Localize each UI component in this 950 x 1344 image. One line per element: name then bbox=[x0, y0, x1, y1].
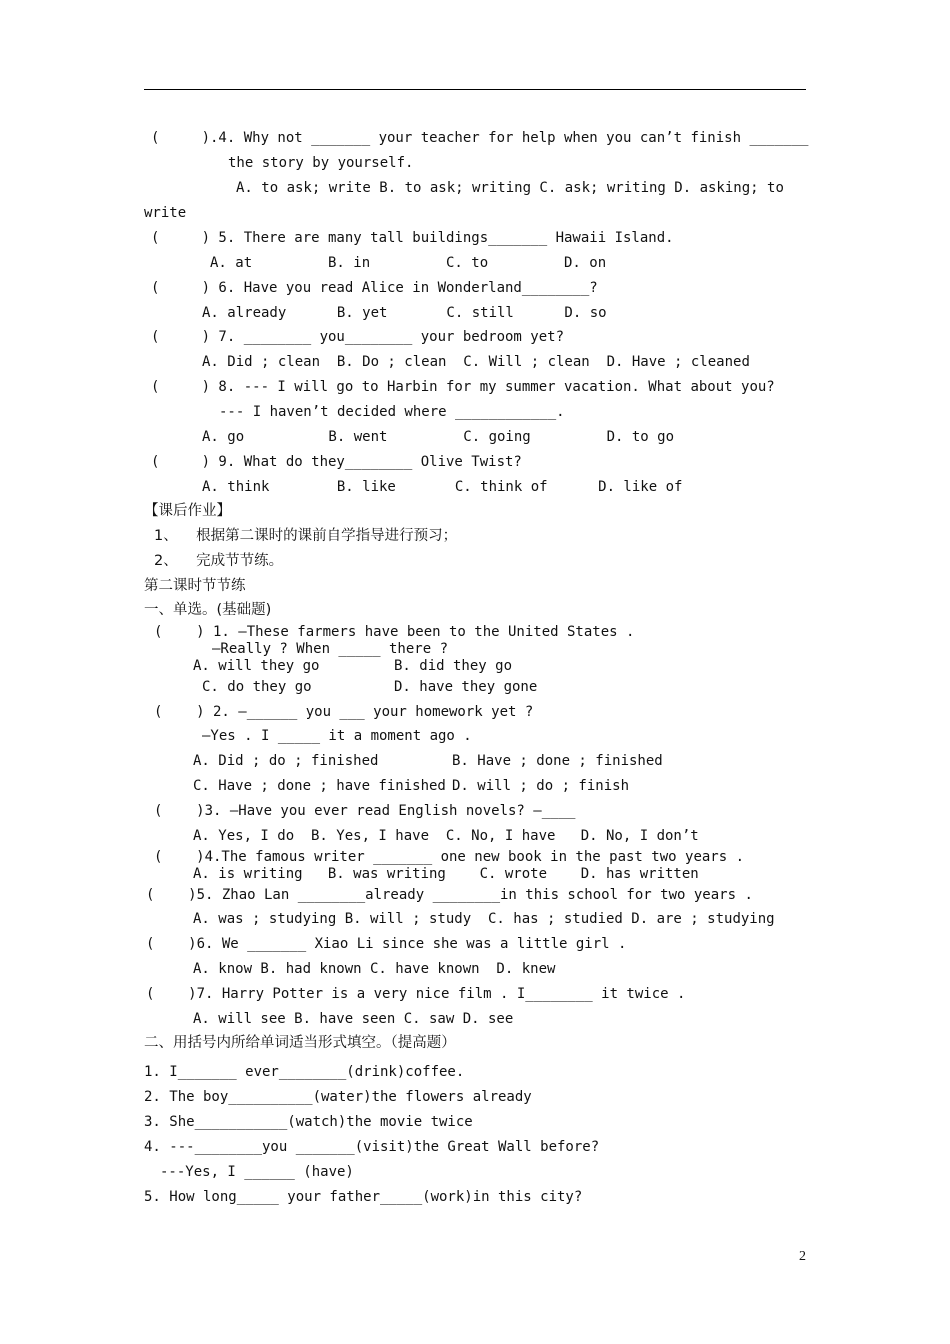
l2-q6-options: A. know B. had known C. have known D. knew bbox=[193, 961, 556, 977]
q7-stem: ( ) 7. ________ you________ your bedroom yet? bbox=[151, 329, 565, 345]
l2-q2-option-c: C. Have ; done ; have finished bbox=[193, 778, 446, 794]
l2-q4-options: A. is writing B. was writing C. wrote D. has written bbox=[193, 866, 699, 882]
l2-q2-option-b: B. Have ; done ; finished bbox=[452, 753, 663, 769]
l2-q3-stem: ( )3. —Have you ever read English novels? —____ bbox=[154, 803, 576, 819]
header-rule bbox=[144, 89, 806, 90]
l2-q6-stem: ( )6. We _______ Xiao Li since she was a little girl . bbox=[146, 936, 627, 952]
l2-q2-reply: —Yes . I _____ it a moment ago . bbox=[202, 728, 472, 744]
q9-stem: ( ) 9. What do they________ Olive Twist? bbox=[151, 454, 522, 470]
q5-options: A. at B. in C. to D. on bbox=[210, 255, 607, 271]
l2-q4-stem: ( )4.The famous writer _______ one new book in the past two years . bbox=[154, 849, 745, 865]
fill-2: 2. The boy__________(water)the flowers already bbox=[144, 1089, 532, 1105]
l2-q2-option-a: A. Did ; do ; finished bbox=[193, 753, 379, 769]
q8-reply: --- I haven’t decided where ____________. bbox=[219, 404, 565, 420]
homework-heading: 【课后作业】 bbox=[144, 503, 231, 519]
l2-q5-options: A. was ; studying B. will ; study C. has ; studied D. are ; studying bbox=[193, 911, 775, 927]
q4-stem-continued: the story by yourself. bbox=[228, 155, 414, 171]
l2-q1-option-d: D. have they gone bbox=[394, 679, 538, 695]
l2-q1-reply: —Really ? When _____ there ? bbox=[212, 641, 449, 657]
section1-heading: 一、单选。(基础题) bbox=[144, 602, 272, 618]
l2-q1-option-b: B. did they go bbox=[394, 658, 513, 674]
l2-q3-options: A. Yes, I do B. Yes, I have C. No, I have D. No, I don’t bbox=[193, 828, 699, 844]
l2-q2-option-d: D. will ; do ; finish bbox=[452, 778, 630, 794]
q6-stem: ( ) 6. Have you read Alice in Wonderland________? bbox=[151, 280, 598, 296]
q5-stem: ( ) 5. There are many tall buildings_______ Hawaii Island. bbox=[151, 230, 674, 246]
fill-3: 3. She___________(watch)the movie twice bbox=[144, 1114, 473, 1130]
lesson2-title: 第二课时节节练 bbox=[144, 578, 246, 594]
q6-options: A. already B. yet C. still D. so bbox=[202, 305, 607, 321]
l2-q5-stem: ( )5. Zhao Lan ________already ________in this school for two years . bbox=[146, 887, 753, 903]
q4-stem: ( ).4. Why not _______ your teacher for help when you can’t finish _______ bbox=[151, 130, 809, 146]
l2-q7-options: A. will see B. have seen C. saw D. see bbox=[193, 1011, 514, 1027]
l2-q1-option-c: C. do they go bbox=[202, 679, 312, 695]
fill-5: 5. How long_____ your father_____(work)in this city? bbox=[144, 1189, 583, 1205]
fill-1: 1. I_______ ever________(drink)coffee. bbox=[144, 1064, 465, 1080]
l2-q2-stem: ( ) 2. —______ you ___ your homework yet ? bbox=[154, 704, 534, 720]
l2-q7-stem: ( )7. Harry Potter is a very nice film . I________ it twice . bbox=[146, 986, 686, 1002]
q7-options: A. Did ; clean B. Do ; clean C. Will ; clean D. Have ; cleaned bbox=[202, 354, 750, 370]
q9-options: A. think B. like C. think of D. like of bbox=[202, 479, 683, 495]
section2-heading: 二、用括号内所给单词适当形式填空。（提高题） bbox=[144, 1035, 456, 1051]
fill-4: 4. ---________you _______(visit)the Great Wall before? bbox=[144, 1139, 600, 1155]
q8-options: A. go B. went C. going D. to go bbox=[202, 429, 675, 445]
fill-4-reply: ---Yes, I ______ (have) bbox=[160, 1164, 354, 1180]
homework-item-1: 1、 根据第二课时的课前自学指导进行预习； bbox=[154, 528, 458, 544]
q4-options-wrap: write bbox=[144, 205, 187, 221]
q8-stem: ( ) 8. --- I will go to Harbin for my summer vacation. What about you? bbox=[151, 379, 775, 395]
homework-item-2: 2、 完成节节练。 bbox=[154, 553, 284, 569]
page-number: 2 bbox=[799, 1249, 806, 1264]
l2-q1-option-a: A. will they go bbox=[193, 658, 320, 674]
l2-q1-stem: ( ) 1. —These farmers have been to the United States . bbox=[154, 624, 635, 640]
q4-options: A. to ask; write B. to ask; writing C. ask; writing D. asking; to bbox=[236, 180, 784, 196]
